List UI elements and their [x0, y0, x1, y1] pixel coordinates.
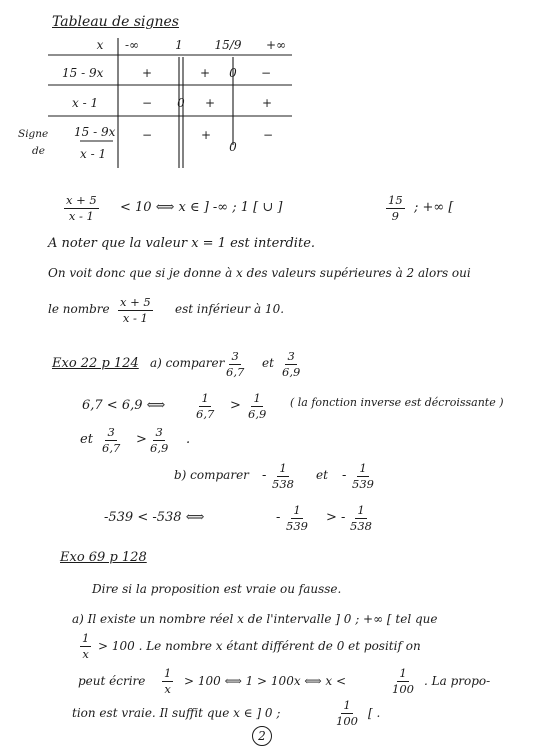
conjunction: et [316, 468, 328, 482]
fraction-denominator: 9 [391, 209, 399, 223]
comparison-line: -539 < -538 ⟺ [104, 510, 205, 525]
fraction [352, 462, 374, 491]
fraction [226, 350, 244, 379]
fraction-denominator: x - 1 [68, 209, 94, 223]
note-line: On voit donc que si je donne à x des valeurs supérieures à 2 alors oui [48, 266, 471, 280]
fraction [248, 392, 266, 421]
comparison-sign: > [230, 398, 241, 413]
fraction-numerator: 3 [155, 425, 163, 439]
fraction-numerator: 1 [343, 698, 351, 712]
table-row-label-denominator: x - 1 [80, 147, 107, 161]
fraction-denominator: 6,9 [150, 441, 169, 455]
fraction-numerator: 3 [287, 349, 295, 363]
fraction-numerator: 1 [253, 391, 261, 405]
conjunction: et [262, 356, 274, 370]
exercise-statement: peut écrire [78, 674, 146, 688]
table-cell-zero: 0 [177, 96, 185, 110]
fraction-denominator: 6,7 [196, 407, 215, 421]
minus-sign: - [262, 468, 267, 483]
comparison-sign: > [136, 432, 147, 447]
table-row-prefix: de [32, 145, 45, 157]
table-title: Tableau de signes [52, 14, 179, 30]
fraction-numerator: 3 [107, 425, 115, 439]
fraction-numerator: 15 [388, 193, 403, 207]
fraction [196, 392, 214, 421]
inequality-fraction [64, 194, 99, 223]
table-cell-sign: − [262, 128, 274, 142]
table-cell-sign: − [141, 128, 153, 142]
table-row-label-numerator: 15 - 9x [74, 125, 116, 139]
fraction [272, 462, 294, 491]
fraction-denominator: x [82, 647, 89, 661]
table-cell-sign: + [141, 66, 153, 80]
table-cell-sign: − [141, 96, 153, 110]
fraction-numerator: 1 [293, 503, 301, 517]
fraction-numerator: 1 [201, 391, 209, 405]
page-number [252, 726, 272, 746]
fraction-denominator: 100 [392, 682, 414, 696]
table-row-label: x - 1 [72, 96, 99, 110]
fraction-denominator: x - 1 [122, 311, 148, 325]
minus-sign: - [342, 468, 347, 483]
comparison-sign: > - [326, 510, 346, 525]
page-number-label: 2 [258, 729, 266, 743]
fraction-numerator: 1 [399, 666, 407, 680]
fraction-denominator: x [164, 682, 171, 696]
table-row-prefix: Signe [18, 128, 49, 140]
minus-sign: - [276, 510, 281, 525]
fraction-numerator: 1 [359, 461, 367, 475]
fraction [282, 350, 300, 379]
exercise-part-label: a) comparer [150, 356, 225, 370]
fraction [336, 699, 358, 728]
fraction-denominator: 538 [272, 477, 294, 491]
table-row-label: 15 - 9x [62, 66, 104, 80]
fraction [150, 426, 168, 455]
table-cell-zero: 0 [229, 140, 237, 154]
solution-bound-fraction [386, 194, 405, 223]
exercise-statement: [ . [368, 706, 381, 720]
exercise-statement: > 100 . Le nombre x étant différent de 0 et positif on [98, 639, 421, 653]
table-cell-zero: 0 [229, 66, 237, 80]
fraction-numerator: 1 [82, 631, 90, 645]
table-cell-sign: + [200, 128, 212, 142]
note-fraction [118, 296, 153, 325]
fraction-denominator: 538 [350, 519, 372, 533]
fraction-denominator: 539 [352, 477, 374, 491]
fraction-denominator: 539 [286, 519, 308, 533]
fraction-denominator: 100 [336, 714, 358, 728]
note-line: A noter que la valeur x = 1 est interdite. [48, 236, 316, 251]
fraction-numerator: 1 [357, 503, 365, 517]
exercise-part-label: b) comparer [174, 468, 249, 482]
fraction-numerator: 1 [279, 461, 287, 475]
fraction [350, 504, 372, 533]
exercise-statement: a) Il existe un nombre réel x de l'intervalle ] 0 ; +∞ [ tel que [72, 612, 438, 626]
inequality-solution-end: ; +∞ [ [414, 200, 454, 215]
table-header-fifteen-ninths: 15/9 [214, 38, 242, 52]
inequality-solution: < 10 ⟺ x ∈ ] -∞ ; 1 [ ∪ ] [120, 200, 283, 215]
table-header-plus-infinity: +∞ [265, 38, 287, 52]
table-header-minus-infinity: -∞ [124, 38, 140, 52]
exercise-title: Exo 22 p 124 [52, 356, 139, 371]
note-line: le nombre [48, 302, 110, 316]
exercise-statement: tion est vraie. Il suffit que x ∈ ] 0 ; [72, 706, 281, 720]
remark: ( la fonction inverse est décroissante ) [290, 396, 504, 409]
table-header-one: 1 [175, 38, 183, 52]
exercise-statement: > 100 ⟺ 1 > 100x ⟺ x < [184, 674, 347, 688]
fraction-numerator: 1 [164, 666, 172, 680]
table-cell-sign: + [199, 66, 211, 80]
fraction [162, 667, 173, 696]
exercise-statement: . La propo- [424, 674, 491, 688]
fraction-numerator: 3 [231, 349, 239, 363]
table-cell-sign: + [204, 96, 216, 110]
fraction-denominator: 6,7 [102, 441, 121, 455]
table-cell-sign: − [260, 66, 272, 80]
table-cell-sign: + [261, 96, 273, 110]
fraction [286, 504, 308, 533]
exercise-statement: Dire si la proposition est vraie ou fausse. [92, 582, 342, 596]
fraction [80, 632, 91, 661]
fraction-denominator: 6,9 [282, 365, 301, 379]
fraction-numerator: x + 5 [120, 295, 151, 309]
note-line: est inférieur à 10. [175, 302, 285, 316]
period: . [186, 432, 191, 447]
fraction [102, 426, 120, 455]
comparison-line: 6,7 < 6,9 ⟺ [82, 398, 166, 413]
table-header-x: x [96, 38, 104, 52]
fraction-denominator: 6,9 [248, 407, 267, 421]
exercise-title: Exo 69 p 128 [60, 550, 147, 565]
fraction-denominator: 6,7 [226, 365, 245, 379]
fraction-numerator: x + 5 [66, 193, 97, 207]
conjunction: et [80, 432, 93, 447]
fraction [392, 667, 414, 696]
